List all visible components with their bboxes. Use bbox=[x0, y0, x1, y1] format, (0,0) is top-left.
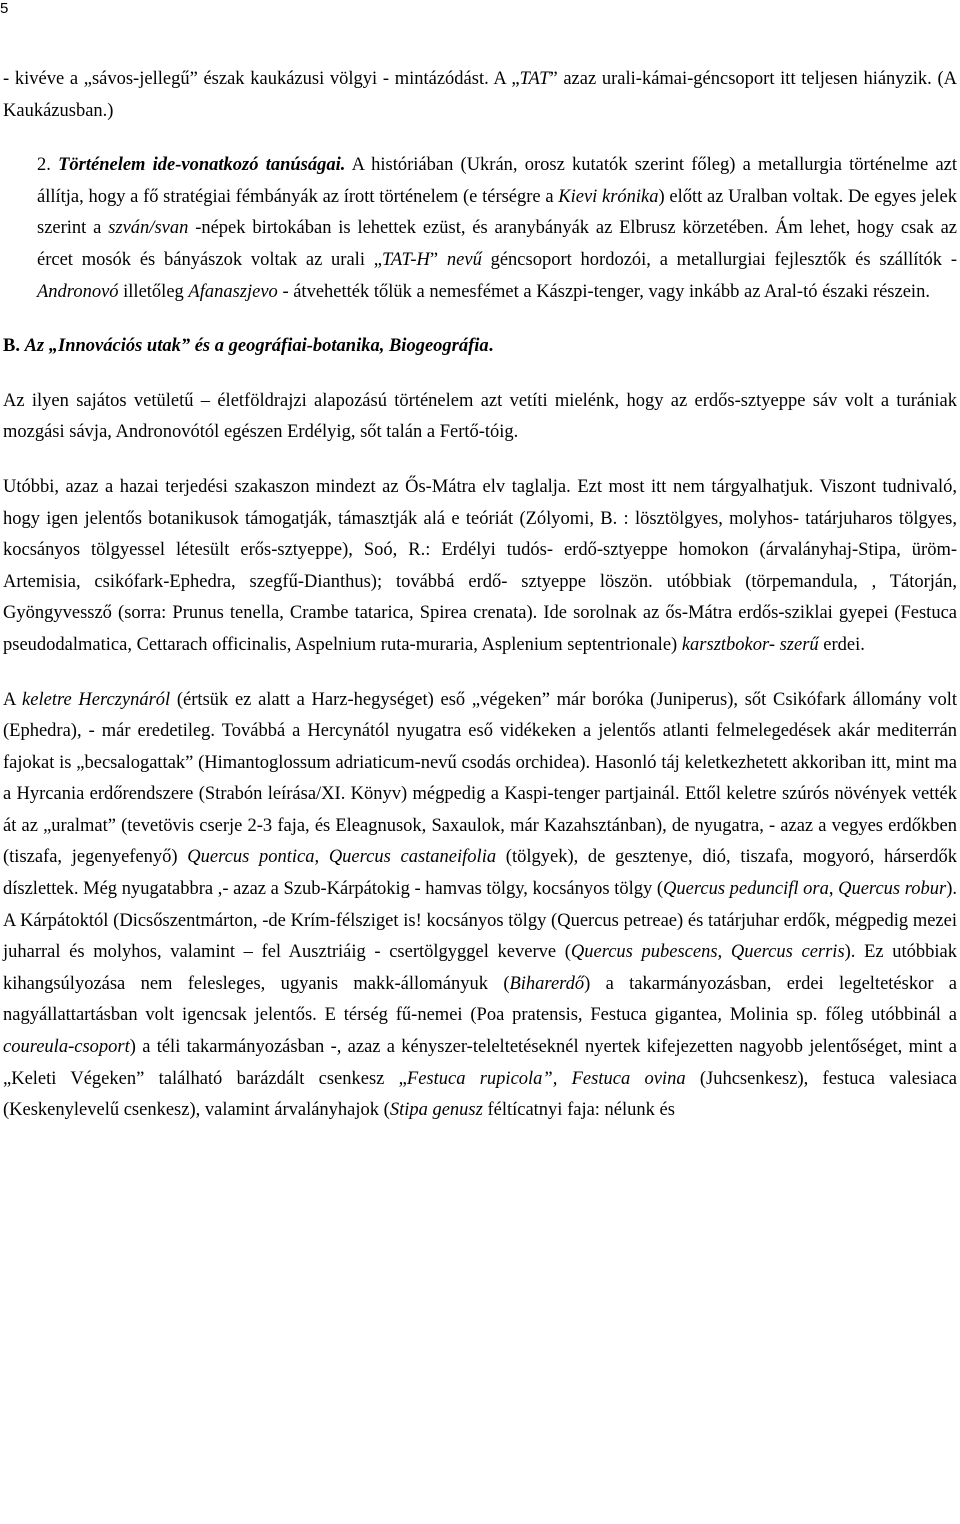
p2-number: 2. bbox=[37, 155, 59, 176]
p5-karsztbokor: karsztbokor- szerű bbox=[681, 634, 819, 655]
p6-text-k: ). A Kárpátoktól (Dicsőszentmárton, -de Krím-félsziget is! kocsányos tölgy (Quercus petreae) és tatárjuhar erdők, mégpedig mezei juharral és molyhos, valamint – fel Ausztriáig - csertölgyggel keverve ( bbox=[3, 879, 957, 963]
p6-text-q: ) a téli takarmányozásban -, azaz a kényszer-teleltetéseknél nyertek kifejezetten nagyobb jelentőséget, mint a „Keleti Végeken” található barázdált csenkesz „ bbox=[3, 1037, 957, 1089]
p6-text-s: (Juhcsenkesz), festuca valesiaca (Keskenylevelű csenkesz), valamint árvalányhajok ( bbox=[3, 1068, 957, 1121]
p2-text-g: ” bbox=[429, 249, 447, 270]
section-b-heading bbox=[3, 331, 957, 363]
paragraph-2 bbox=[37, 150, 957, 308]
p2-text-a: A históriában (Ukrán, orosz kutatók szerint főleg) a metallurgia történelme azt állítja, hogy a fő stratégiai fémbányák az írott történelem (e térségre a bbox=[37, 155, 958, 207]
paragraph-5 bbox=[3, 472, 957, 662]
p2-text-m: - átvehették tőlük a nemesfémet a Kászpi-tenger, vagy inkább az Aral-tó északi részein. bbox=[277, 281, 930, 302]
p2-andronovo: Andronovó bbox=[37, 281, 119, 302]
p2-afanaszjevo: Afanaszjevo bbox=[188, 281, 278, 302]
p2-text-e: -népek birtokában is lehettek ezüst, és aranybányák az Elbrusz körzetében. Ám lehet, hogy csak az ércet mosók és bányászok voltak az urali „ bbox=[37, 218, 957, 270]
paragraph-6 bbox=[3, 685, 957, 1127]
p2-text-c: ) előtt az Uralban voltak. De egyes jelek szerint a bbox=[37, 186, 958, 239]
p6-coureula-csoport: coureula-csoport bbox=[3, 1037, 130, 1058]
p2-text-i: géncsoport hordozói, a metallurgiai fejlesztők és szállítók - bbox=[481, 249, 957, 270]
p6-quercus-pontica: Quercus pontica bbox=[187, 847, 315, 868]
p6-text-m: ). Ez utóbbiak kihangsúlyozása nem felesleges, ugyanis makk-állományuk ( bbox=[3, 942, 957, 994]
paragraph-4: Az ilyen sajátos vetületű – életföldrajzi alapozású történelem azt vetíti mielénk, hogy az erdős-sztyeppe sáv volt a turániak mozgási sávja, Andronovótól egészen Erdélyig, sőt talán a Fertő-tóig. bbox=[3, 390, 957, 443]
body-text bbox=[3, 64, 957, 1127]
section-b-letter: B. bbox=[3, 336, 25, 357]
p6-text-a: A bbox=[3, 689, 23, 710]
p6-text-i: , bbox=[828, 879, 839, 900]
p6-text-u: féltícatnyi faja: nélunk és bbox=[482, 1100, 675, 1121]
p6-quercus-castaneifolia: Quercus castaneifolia bbox=[328, 847, 497, 868]
p6-text-o: ) a takarmányozásban, erdei legeltetéskor a nagyállattartásban volt igencsak jelentős. E térség fű-nemei (Poa pratensis, Festuca gigantea, Molinia sp. főleg utóbbinál a bbox=[3, 973, 958, 1026]
page-number: 5 bbox=[0, 0, 9, 17]
p5-text-c: erdei. bbox=[818, 634, 865, 655]
p2-nevu: nevű bbox=[446, 249, 482, 270]
paragraph-1 bbox=[3, 64, 957, 127]
p6-text-e: , bbox=[314, 847, 329, 868]
p1-text-c: ” azaz urali-kámai-géncsoport itt teljesen hiányzik. (A Kaukázusban.) bbox=[3, 69, 957, 121]
p2-tat-h: TAT-H bbox=[381, 249, 430, 270]
p6-quercus-pubescens-cerris: Quercus pubescens, Quercus cerris bbox=[570, 942, 845, 963]
p1-text-a: - kivéve a „sávos-jellegű” észak kaukázusi völgyi - mintázódást. A „ bbox=[3, 69, 520, 89]
p6-keletre-herczynarol: keletre Herczynáról bbox=[22, 689, 171, 710]
p6-festuca-rupicola-ovina: Festuca rupicola”, Festuca ovina bbox=[406, 1068, 686, 1089]
p6-text-c: (értsük ez alatt a Harz-hegységet) eső „végeken” már boróka (Juniperus), sőt Csikófark állomány volt (Ephedra), - már eredetileg. Továbbá a Hercynától nyugatra eső vidékeken a jelentős atlanti felmelegedések akár mediterrán fajokat is „becsalogattak” (Himantoglossum adriaticum-nevű csodás orchidea). Hasonló táj keletkezhetett akkoriban itt, mint ma a Hyrcania erdőrendszere (Strabón leírása/XI. Könyv) mégpedig a Kaspi-tenger partjainál. Ettől keletre szúrós növények vették át az „uralmat” (tevetövis cserje 2-3 faja, és Eleagnusok, Saxaulok, már Kazahsztánban), de nyugatra, - azaz a vegyes erdőkben (tiszafa, jegenyefenyő) bbox=[3, 689, 957, 868]
p1-tat: TAT bbox=[519, 69, 550, 89]
p6-biharerdo: Biharerdő bbox=[509, 973, 585, 994]
p6-quercus-peduncifl-ora: Quercus peduncifl ora bbox=[663, 879, 829, 900]
p6-stipa-genusz: Stipa genusz bbox=[389, 1100, 483, 1121]
p5-text-a: Utóbbi, azaz a hazai terjedési szakaszon mindezt az Ős-Mátra elv taglalja. Ezt most itt nem tárgyalhatjuk. Viszont tudnivaló, hogy igen jelentős botanikusok támogatják, támasztják alá e teóriát (Zólyomi, B. : lösztölgyes, molyhos- tatárjuharos tölgyes, kocsányos tölgyessel létesült erős-sztyeppe), Soó, R.: Erdélyi tudós- erdő-sztyeppe homokon (árvalányhaj-Stipa, üröm-Artemisia, csikófark-Ephedra, szegfű-Dianthus); továbbá erdő- sztyeppe löszön. utóbbiak (törpemandula, , Tátorján, Gyöngyvessző (sorra: Prunus tenella, Crambe tatarica, Spirea crenata). Ide sorolnak az ős-Mátra erdős-sziklai gyepei (Festuca pseudodalmatica, Cettarach officinalis, Aspelnium ruta-muraria, Asplenium septentrionale) bbox=[3, 476, 957, 655]
p6-text-g: (tölgyek), de gesztenye, dió, tiszafa, mogyoró, hárserdők díszlettek. Még nyugatabbra ,- azaz a Szub-Kárpátokig - hamvas tölgy, kocsányos tölgy ( bbox=[3, 847, 957, 900]
section-b-dot: . bbox=[488, 336, 494, 357]
section-b-title: Az „Innovációs utak” és a geográfiai-botanika, Biogeográfia bbox=[24, 336, 489, 357]
p2-text-k: illetőleg bbox=[118, 281, 189, 302]
p2-kievi-kronika: Kievi krónika bbox=[558, 186, 659, 207]
p2-heading: Történelem ide-vonatkozó tanúságai. bbox=[58, 155, 346, 176]
p2-szvan-svan: szván/svan bbox=[108, 218, 189, 239]
p6-quercus-robur: Quercus robur bbox=[838, 879, 947, 900]
